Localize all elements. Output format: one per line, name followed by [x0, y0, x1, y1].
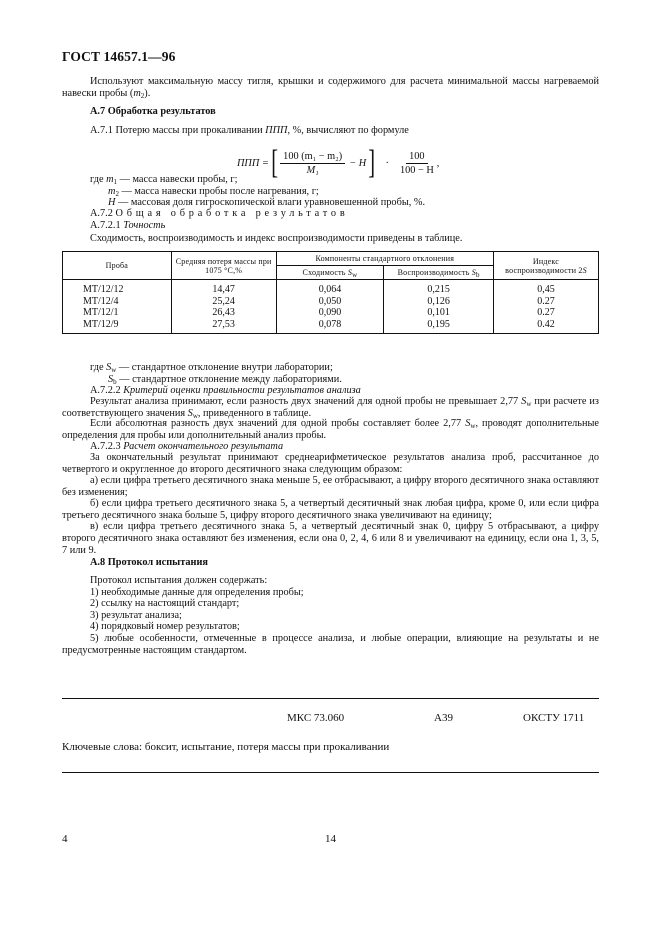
- col-reproducibility: Воспроизводимость $S_b$: [384, 266, 494, 280]
- keywords: Ключевые слова: боксит, испытание, потеря массы при прокаливании: [62, 741, 390, 753]
- divider: [62, 772, 599, 773]
- list-item: 2) ссылку на настоящий стандарт;: [90, 598, 240, 609]
- list-item: 1) необходимые данные для определения пробы;: [90, 587, 304, 598]
- page-number-left: 4: [62, 833, 68, 845]
- section-a7-title: А.7 Обработка результатов: [90, 106, 216, 117]
- a721-heading: А.7.2.1 Точность: [90, 220, 166, 231]
- rounding-rule-a: а) если цифра третьего десятичного знака меньше 5, ее отбрасывают, а цифру второго десятичного знака оставляют без изменения;: [62, 475, 599, 499]
- legend-sb: $S_b$ — стандартное отклонение между лабораториями.: [108, 374, 342, 386]
- list-item: 4) порядковый номер результатов;: [90, 621, 240, 632]
- col-components: Компоненты стандартного отклонения: [276, 252, 493, 266]
- final-result-paragraph: За окончательный результат принимают среднеарифметическое результатов анализа проб, рассчитанное до четвертого и округленное до второго десятичного знака следующим образом:: [62, 452, 599, 476]
- a8-intro: Протокол испытания должен содержать:: [90, 575, 268, 586]
- okstu-code: ОКСТУ 1711: [523, 712, 585, 724]
- a722-heading: А.7.2.2 Критерий оценки правильности результатов анализа: [90, 385, 361, 396]
- classification-code: А39: [434, 712, 453, 724]
- col-index: Индекс воспроизводимости 2S: [493, 252, 598, 280]
- standard-header: ГОСТ 14657.1—96: [62, 49, 176, 64]
- legend-sw: где $S_w$ — стандартное отклонение внутри лаборатории;: [90, 362, 333, 374]
- formula-minus-h: − H: [349, 157, 367, 169]
- precision-table: [62, 251, 599, 334]
- loss-on-ignition-formula: ППП = [ $\frac{\text{100 (m₁ − m₂)}}{\text{M₁}}$ − H ] · $\frac{100}{100 - H}$ ,: [237, 144, 440, 181]
- col-convergence: Сходимость $S_w$: [276, 266, 384, 280]
- a72-heading: А.7.2 Общая обработка результатов: [90, 208, 349, 219]
- formula-fraction-2: $\frac{100}{100 - H}$: [399, 150, 434, 176]
- acceptance-paragraph: Результат анализа принимают, если разность двух значений для одной пробы не превышает 2,77 $S_w$ при расчете из соответствующего значения $S_w$, приведенного в таблице.: [62, 396, 599, 421]
- where-m1: где $m_1$ — масса навески пробы, г;: [90, 174, 238, 186]
- table-row: МТ/12/4 25,24 0,050 0,126 0.27: [63, 296, 599, 308]
- table-caption: Сходимость, воспроизводимость и индекс воспроизводимости приведены в таблице.: [90, 233, 463, 244]
- table-row: МТ/12/9 27,53 0,078 0,195 0.42: [63, 319, 599, 334]
- a71-paragraph: А.7.1 Потерю массы при прокаливании ППП, %, вычисляют по формуле: [90, 125, 409, 136]
- bracket-right: ]: [368, 144, 376, 181]
- table-row: МТ/12/12 14,47 0,064 0,215 0,45: [63, 280, 599, 296]
- page-number-center: 14: [325, 833, 336, 845]
- difference-paragraph: Если абсолютная разность двух значений для одной пробы составляет более 2,77 $S_w$, проводят дополнительные определения для пробы или дополнительный анализ пробы.: [62, 418, 599, 442]
- table-row: МТ/12/1 26,43 0,090 0,101 0.27: [63, 307, 599, 319]
- a723-heading: А.7.2.3 Расчет окончательного результата: [90, 441, 284, 452]
- where-m2: $m_2$ — масса навески пробы после нагревания, г;: [108, 186, 319, 198]
- col-sample: Проба: [63, 252, 172, 280]
- formula-dot: ·: [385, 157, 389, 169]
- mks-code: МКС 73.060: [287, 712, 345, 724]
- col-avg-loss: Средняя потеря массы при 1075 °С,%: [171, 252, 276, 280]
- rounding-rule-c: в) если цифра третьего десятичного знака 5, а четвертый десятичный знак 0, цифру 5 отбрасывают, а цифру второго десятичного знака оставляют без изменения, если она 0, 2, 4, 6 или 8 и увеличивают на единицу, если она 1, 3, 5, 7 или 9.: [62, 521, 599, 557]
- formula-fraction-1: $\frac{\text{100 (m₁ − m₂)}}{\text{M₁}}$: [280, 151, 345, 176]
- divider: [62, 698, 599, 699]
- rounding-rule-b: б) если цифра третьего десятичного знака 5, а четвертый десятичный знак любая цифра, кроме 0, или если цифра третьего десятичного знака больше 5, цифру второго десятичного знака увеличивают на единицу;: [62, 498, 599, 522]
- section-a8-title: А.8 Протокол испытания: [90, 557, 208, 568]
- formula-lhs: ППП =: [237, 157, 269, 169]
- where-h: H — массовая доля гигроскопической влаги уравновешенной пробы, %.: [108, 197, 426, 208]
- intro-paragraph: Используют максимальную массу тигля, крышки и содержимого для расчета минимальной массы нагреваемой навески пробы $(m_2)$.: [62, 76, 599, 101]
- list-item: 5) любые особенности, отмеченные в процессе анализа, и любые операции, влияющие на результаты и не предусмотренные настоящим стандартом.: [62, 633, 599, 657]
- bracket-left: [: [271, 144, 278, 181]
- list-item: 3) результат анализа;: [90, 610, 182, 621]
